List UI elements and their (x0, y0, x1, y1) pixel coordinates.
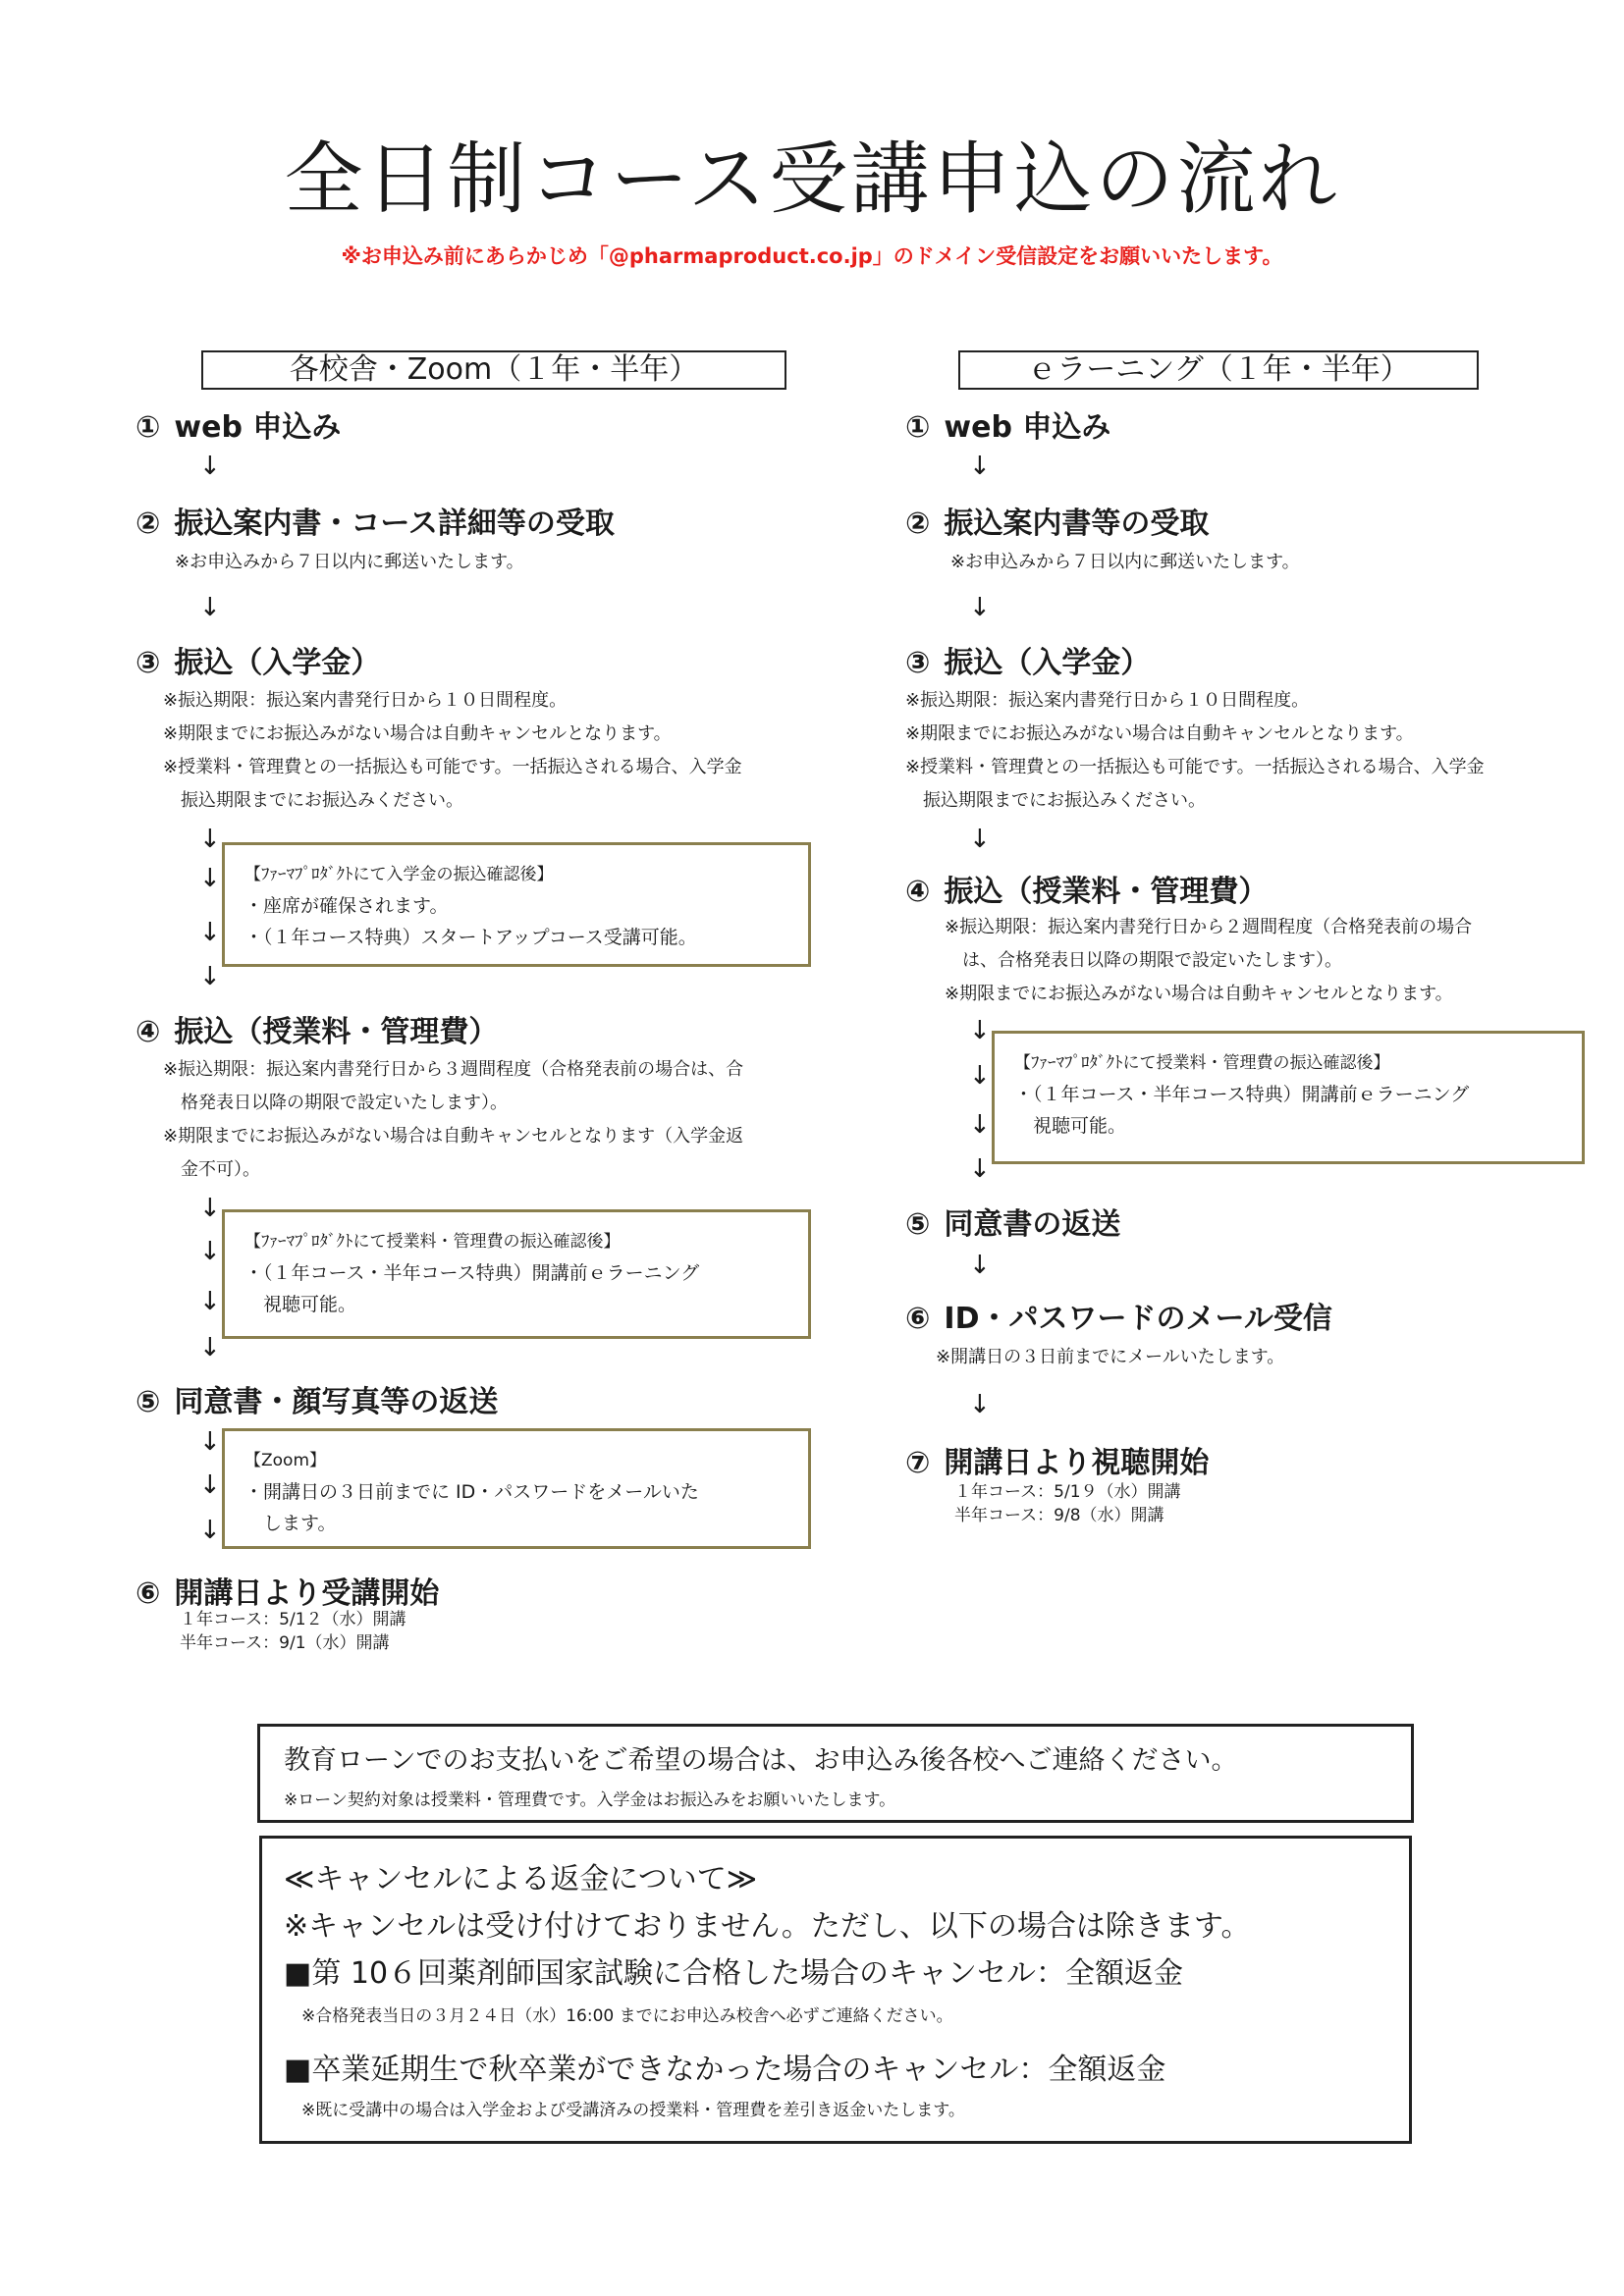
step-label: web 申込み (174, 410, 342, 445)
left-step-2 (135, 499, 615, 542)
left-start-date: １年コース：5/1２（水）開講 (180, 1610, 406, 1629)
box-line: ・（１年コース・半年コース特典）開講前ｅラーニング (1014, 1084, 1470, 1105)
step-number: ⑤ (135, 1385, 161, 1419)
arrow-icon: ↓ (199, 452, 221, 481)
step-label: ID・パスワードのメール受信 (944, 1302, 1332, 1336)
arrow-icon: ↓ (199, 1516, 221, 1545)
box-title: 【ﾌｧｰﾏﾌﾟﾛﾀﾞｸﾄにて授業料・管理費の振込確認後】 (244, 1232, 621, 1252)
left-step-4-note: 格発表日以降の期限で設定いたします）。 (163, 1093, 508, 1113)
step-label: 振込（授業料・管理費） (174, 1015, 499, 1049)
step-label: 振込（授業料・管理費） (944, 875, 1269, 909)
left-step-3 (135, 638, 380, 681)
box-line: 視聴可能。 (1014, 1115, 1127, 1137)
arrow-icon: ↓ (969, 1251, 991, 1280)
box-title: 【ﾌｧｰﾏﾌﾟﾛﾀﾞｸﾄにて授業料・管理費の振込確認後】 (1014, 1053, 1390, 1073)
right-step-4-note: は、合格発表日以降の期限で設定いたします）。 (945, 950, 1342, 971)
arrow-icon: ↓ (199, 1287, 221, 1316)
step-number: ⑦ (905, 1446, 931, 1480)
step-number: ⑥ (905, 1302, 931, 1336)
arrow-icon: ↓ (969, 1061, 991, 1091)
loan-note: ※ローン契約対象は授業料・管理費です。入学金はお振込みをお願いいたします。 (284, 1790, 896, 1810)
arrow-icon: ↓ (969, 1016, 991, 1045)
box-line: ・開講日の３日前までに ID・パスワードをメールいた (244, 1481, 699, 1503)
left-step-1 (135, 402, 341, 446)
refund-item-note: ※既に受講中の場合は入学金および受講済みの授業料・管理費を差引き返金いたします。 (301, 2101, 965, 2120)
left-enrollment-confirm-box (222, 842, 811, 967)
left-step-4-note: 金不可）。 (163, 1159, 260, 1180)
step-label: 開講日より視聴開始 (944, 1446, 1210, 1480)
step-label: 同意書・顔写真等の返送 (174, 1385, 499, 1419)
arrow-icon: ↓ (199, 593, 221, 622)
right-step-3-note: ※振込期限：振込案内書発行日から１０日間程度。 (905, 690, 1310, 711)
arrow-icon: ↓ (969, 452, 991, 481)
left-step-4-note: ※期限までにお振込みがない場合は自動キャンセルとなります（入学金返 (163, 1126, 744, 1147)
arrow-icon: ↓ (199, 918, 221, 947)
step-number: ⑥ (135, 1576, 161, 1611)
left-step-3-note: 振込期限までにお振込みください。 (163, 790, 463, 811)
page-title: 全日制コース受講申込の流れ (284, 133, 1340, 225)
step-label: 開講日より受講開始 (174, 1576, 440, 1611)
left-step-4-note: ※振込期限：振込案内書発行日から３週間程度（合格発表前の場合は、合 (163, 1059, 744, 1080)
arrow-icon: ↓ (199, 1333, 221, 1362)
arrow-icon: ↓ (969, 1390, 991, 1419)
arrow-icon: ↓ (969, 825, 991, 854)
step-label: 振込（入学金） (944, 646, 1151, 680)
left-step-3-note: ※振込期限：振込案内書発行日から１０日間程度。 (163, 690, 568, 711)
step-number: ⑤ (905, 1207, 931, 1242)
left-start-date: 半年コース：9/1（水）開講 (180, 1633, 390, 1653)
loan-message: 教育ローンでのお支払いをご希望の場合は、お申込み後各校へご連絡ください。 (284, 1745, 1238, 1776)
refund-item: ■第 10６回薬剤師国家試験に合格した場合のキャンセル：全額返金 (284, 1956, 1184, 1991)
step-number: ④ (905, 875, 931, 909)
refund-item: ■卒業延期生で秋卒業ができなかった場合のキャンセル：全額返金 (284, 2053, 1166, 2087)
right-tuition-confirm-box (992, 1031, 1585, 1164)
right-step-5 (905, 1200, 1120, 1243)
arrow-icon: ↓ (199, 1427, 221, 1457)
left-step-4 (135, 1007, 498, 1050)
left-step-5 (135, 1377, 498, 1420)
arrow-icon: ↓ (969, 1110, 991, 1140)
left-step-3-note: ※期限までにお振込みがない場合は自動キャンセルとなります。 (163, 723, 672, 744)
refund-heading: ≪キャンセルによる返金について≫ (284, 1862, 758, 1896)
box-line: ・（１年コース・半年コース特典）開講前ｅラーニング (244, 1262, 700, 1284)
arrow-icon: ↓ (199, 825, 221, 854)
right-step-7 (905, 1438, 1209, 1481)
right-start-date: 半年コース：9/8（水）開講 (954, 1506, 1164, 1525)
left-zoom-box (222, 1428, 811, 1549)
domain-notice: ※お申込み前にあらかじめ「@pharmaproduct.co.jp」のドメイン受信設定をお願いいたします。 (341, 244, 1283, 268)
box-title: 【Zoom】 (244, 1451, 327, 1470)
arrow-icon: ↓ (199, 864, 221, 893)
left-column-header: 各校舎・Zoom（１年・半年） (201, 350, 786, 390)
refund-item-note: ※合格発表当日の３月２４日（水）16:00 までにお申込み校舎へ必ずご連絡ください。 (301, 2006, 953, 2026)
box-line: ・座席が確保されます。 (244, 895, 449, 917)
right-step-4-note: ※期限までにお振込みがない場合は自動キャンセルとなります。 (945, 984, 1453, 1004)
step-number: ② (135, 507, 161, 541)
right-start-date: １年コース：5/1９（水）開講 (954, 1482, 1181, 1502)
box-line: ・（１年コース特典）スタートアップコース受講可能。 (244, 927, 697, 948)
step-number: ① (135, 410, 161, 445)
step-label: 振込案内書等の受取 (944, 507, 1210, 541)
step-label: web 申込み (944, 410, 1111, 445)
right-step-3 (905, 638, 1150, 681)
right-step-1 (905, 402, 1110, 446)
right-step-2 (905, 499, 1209, 542)
refund-statement: ※キャンセルは受け付けておりません。ただし、以下の場合は除きます。 (284, 1909, 1251, 1944)
box-title: 【ﾌｧｰﾏﾌﾟﾛﾀﾞｸﾄにて入学金の振込確認後】 (244, 865, 554, 884)
arrow-icon: ↓ (199, 962, 221, 991)
left-step-3-note: ※授業料・管理費との一括振込も可能です。一括振込される場合、入学金 (163, 757, 742, 777)
step-number: ② (905, 507, 931, 541)
right-step-3-note: ※期限までにお振込みがない場合は自動キャンセルとなります。 (905, 723, 1414, 744)
education-loan-box (257, 1724, 1414, 1823)
step-label: 振込（入学金） (174, 646, 381, 680)
step-label: 振込案内書・コース詳細等の受取 (174, 507, 615, 541)
step-number: ③ (135, 646, 161, 680)
arrow-icon: ↓ (969, 593, 991, 622)
arrow-icon: ↓ (199, 1237, 221, 1266)
step-label: 同意書の返送 (944, 1207, 1121, 1242)
arrow-icon: ↓ (199, 1194, 221, 1223)
right-step-3-note: ※授業料・管理費との一括振込も可能です。一括振込される場合、入学金 (905, 757, 1485, 777)
box-line: します。 (244, 1513, 337, 1534)
right-step-2-note: ※お申込みから７日以内に郵送いたします。 (950, 552, 1300, 572)
arrow-icon: ↓ (199, 1470, 221, 1500)
right-step-6 (905, 1294, 1332, 1337)
left-step-2-note: ※お申込みから７日以内に郵送いたします。 (175, 552, 524, 572)
right-step-6-note: ※開講日の３日前までにメールいたします。 (936, 1347, 1285, 1367)
right-column-header: ｅラーニング（１年・半年） (958, 350, 1479, 390)
right-step-4-note: ※振込期限：振込案内書発行日から２週間程度（合格発表前の場合 (945, 917, 1473, 937)
left-tuition-confirm-box (222, 1209, 811, 1339)
right-step-4 (905, 867, 1268, 910)
box-line: 視聴可能。 (244, 1294, 357, 1315)
refund-policy-box (259, 1836, 1412, 2144)
left-step-6 (135, 1569, 439, 1612)
step-number: ④ (135, 1015, 161, 1049)
step-number: ③ (905, 646, 931, 680)
arrow-icon: ↓ (969, 1154, 991, 1184)
right-step-3-note: 振込期限までにお振込みください。 (905, 790, 1206, 811)
step-number: ① (905, 410, 931, 445)
